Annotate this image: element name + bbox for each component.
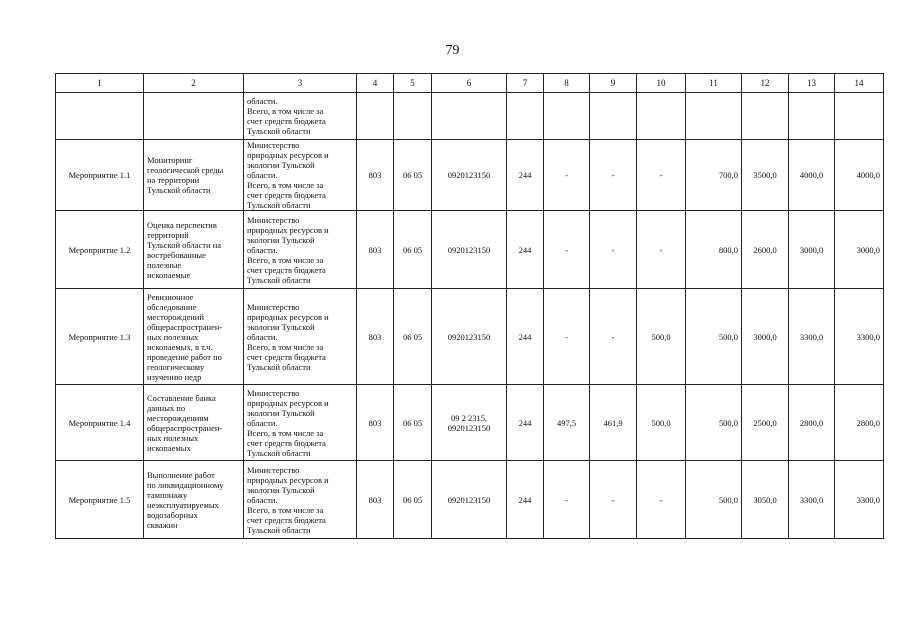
- description-line: тампонажу: [147, 489, 188, 500]
- grbs-cell: 803: [357, 289, 394, 385]
- description-line: ископаемых, в т.ч.: [147, 341, 213, 352]
- executor-line: экологии Тульской: [247, 484, 315, 495]
- value-cell-14: 3000,0: [835, 211, 884, 289]
- measure-cell: Мероприятие 1.4: [56, 385, 144, 461]
- executor-line: счет средств бюджета: [247, 190, 326, 200]
- csr-cell: 0920123150: [432, 289, 507, 385]
- column-header: 7: [507, 74, 544, 93]
- continuation-cell-13: [789, 93, 835, 140]
- continuation-cell-7: [507, 93, 544, 140]
- description-line: Оценка перспектив: [147, 219, 217, 230]
- column-header: 5: [394, 74, 432, 93]
- table-row: [56, 140, 884, 211]
- page-number: 79: [445, 43, 460, 58]
- value-cell-11: 500,0: [686, 385, 742, 461]
- description-line: Ревизионное: [147, 291, 194, 302]
- description-line: геологическому: [147, 361, 205, 372]
- executor-cell: [244, 461, 357, 539]
- continuation-cell-1: [56, 93, 144, 140]
- value-cell-13: 3300,0: [789, 289, 835, 385]
- executor-line: области.: [247, 170, 278, 180]
- rzpr-cell: 06 05: [394, 289, 432, 385]
- executor-line: счет средств бюджета: [247, 264, 326, 275]
- description-line: общераспространен-: [147, 321, 223, 332]
- column-header: 11: [686, 74, 742, 93]
- description-line: территорий: [147, 229, 189, 240]
- description-line: Выполнение работ: [147, 469, 215, 480]
- value-cell-9: -: [590, 211, 637, 289]
- description-line: общераспространен-: [147, 422, 223, 433]
- executor-line: экологии Тульской: [247, 321, 315, 332]
- description-cell: [144, 289, 244, 385]
- continuation-executor-cell: [244, 93, 357, 140]
- continuation-line: области.: [247, 96, 278, 106]
- continuation-cell-14: [835, 93, 884, 140]
- description-line: обследование: [147, 301, 197, 312]
- description-line: востребованные: [147, 249, 206, 260]
- description-line: полезные: [147, 259, 182, 270]
- executor-line: Тульской области: [247, 361, 311, 372]
- continuation-cell-4: [357, 93, 394, 140]
- executor-line: природных ресурсов и: [247, 150, 329, 160]
- column-header: 3: [244, 74, 357, 93]
- value-cell-14: 3300,0: [835, 289, 884, 385]
- csr-cell: 09 2 2315, 0920123150: [432, 385, 507, 461]
- executor-line: Тульской области: [247, 447, 311, 458]
- executor-cell: [244, 289, 357, 385]
- description-line: Тульской области на: [147, 239, 222, 250]
- executor-line: Тульской области: [247, 524, 311, 535]
- rzpr-cell: 06 05: [394, 211, 432, 289]
- description-line: ископаемых: [147, 442, 191, 453]
- executor-line: природных ресурсов и: [247, 474, 329, 485]
- value-cell-9: -: [590, 289, 637, 385]
- value-cell-14: 4000,0: [835, 140, 884, 211]
- executor-line: экологии Тульской: [247, 160, 315, 170]
- measure-cell: Мероприятие 1.5: [56, 461, 144, 539]
- description-cell: [144, 385, 244, 461]
- description-line: неэксплуатируемых: [147, 499, 219, 510]
- column-header: 2: [144, 74, 244, 93]
- column-header: 12: [742, 74, 789, 93]
- value-cell-10: -: [637, 140, 686, 211]
- description-line: проведение работ по: [147, 351, 222, 362]
- executor-line: Министерство: [247, 140, 300, 150]
- rzpr-cell: 06 05: [394, 461, 432, 539]
- executor-line: Министерство: [247, 464, 300, 475]
- value-cell-11: 500,0: [686, 289, 742, 385]
- column-header: 14: [835, 74, 884, 93]
- executor-cell: [244, 385, 357, 461]
- continuation-cell-2: [144, 93, 244, 140]
- value-cell-12: 3050,0: [742, 461, 789, 539]
- value-cell-12: 2500,0: [742, 385, 789, 461]
- value-cell-12: 3500,0: [742, 140, 789, 211]
- value-cell-11: 800,0: [686, 211, 742, 289]
- table-row: [56, 461, 884, 539]
- continuation-cell-10: [637, 93, 686, 140]
- continuation-row: [56, 93, 884, 140]
- continuation-cell-9: [590, 93, 637, 140]
- description-line: месторождений: [147, 311, 204, 322]
- executor-line: природных ресурсов и: [247, 224, 329, 235]
- vr-cell: 244: [507, 140, 544, 211]
- table-row: [56, 289, 884, 385]
- value-cell-8: 497,5: [544, 385, 590, 461]
- continuation-cell-8: [544, 93, 590, 140]
- continuation-line: Тульской области: [247, 126, 311, 136]
- grbs-cell: 803: [357, 461, 394, 539]
- value-cell-13: 2800,0: [789, 385, 835, 461]
- continuation-cell-6: [432, 93, 507, 140]
- header-row: [56, 74, 884, 93]
- executor-line: Всего, в том числе за: [247, 427, 324, 438]
- rzpr-cell: 06 05: [394, 385, 432, 461]
- description-line: ных полезных: [147, 331, 199, 342]
- value-cell-14: 2800,0: [835, 385, 884, 461]
- continuation-cell-5: [394, 93, 432, 140]
- description-line: геологической среды: [147, 165, 224, 175]
- value-cell-12: 2600,0: [742, 211, 789, 289]
- continuation-line: Всего, в том числе за: [247, 106, 324, 116]
- description-cell: [144, 461, 244, 539]
- description-cell: [144, 211, 244, 289]
- description-line: по ликвидационному: [147, 479, 224, 490]
- grbs-cell: 803: [357, 385, 394, 461]
- rzpr-cell: 06 05: [394, 140, 432, 211]
- executor-line: области.: [247, 417, 278, 428]
- value-cell-8: -: [544, 461, 590, 539]
- executor-line: Всего, в том числе за: [247, 341, 324, 352]
- executor-line: области.: [247, 244, 278, 255]
- executor-line: экологии Тульской: [247, 407, 315, 418]
- continuation-cell-11: [686, 93, 742, 140]
- executor-line: Всего, в том числе за: [247, 254, 324, 265]
- vr-cell: 244: [507, 461, 544, 539]
- measure-cell: Мероприятие 1.1: [56, 140, 144, 211]
- executor-line: Всего, в том числе за: [247, 180, 324, 190]
- executor-line: счет средств бюджета: [247, 514, 326, 525]
- description-line: водозаборных: [147, 509, 198, 520]
- description-line: Мониторинг: [147, 155, 193, 165]
- measure-cell: Мероприятие 1.3: [56, 289, 144, 385]
- description-line: скважин: [147, 519, 178, 530]
- value-cell-9: -: [590, 140, 637, 211]
- description-line: ных полезных: [147, 432, 199, 443]
- description-line: изучению недр: [147, 371, 202, 382]
- csr-cell: 0920123150: [432, 211, 507, 289]
- value-cell-11: 500,0: [686, 461, 742, 539]
- executor-line: природных ресурсов и: [247, 311, 329, 322]
- executor-cell: [244, 140, 357, 211]
- value-cell-8: -: [544, 289, 590, 385]
- executor-line: Министерство: [247, 387, 300, 398]
- executor-line: природных ресурсов и: [247, 397, 329, 408]
- continuation-cell-12: [742, 93, 789, 140]
- value-cell-9: -: [590, 461, 637, 539]
- executor-line: Тульской области: [247, 200, 311, 210]
- column-header: 6: [432, 74, 507, 93]
- value-cell-10: -: [637, 461, 686, 539]
- description-cell: [144, 140, 244, 211]
- value-cell-11: 700,0: [686, 140, 742, 211]
- description-line: на территории: [147, 175, 200, 185]
- description-line: Тульской области: [147, 185, 211, 195]
- description-line: данных по: [147, 402, 186, 413]
- value-cell-8: -: [544, 140, 590, 211]
- budget-table: [55, 73, 884, 539]
- description-line: Составление банка: [147, 392, 216, 403]
- executor-cell: [244, 211, 357, 289]
- grbs-cell: 803: [357, 211, 394, 289]
- column-header: 13: [789, 74, 835, 93]
- value-cell-14: 3300,0: [835, 461, 884, 539]
- value-cell-13: 3000,0: [789, 211, 835, 289]
- value-cell-13: 4000,0: [789, 140, 835, 211]
- description-line: ископаемые: [147, 269, 191, 280]
- value-cell-10: -: [637, 211, 686, 289]
- value-cell-8: -: [544, 211, 590, 289]
- executor-line: экологии Тульской: [247, 234, 315, 245]
- vr-cell: 244: [507, 211, 544, 289]
- executor-line: Тульской области: [247, 274, 311, 285]
- vr-cell: 244: [507, 289, 544, 385]
- continuation-line: счет средств бюджета: [247, 116, 326, 126]
- description-line: месторождениям: [147, 412, 209, 423]
- column-header: 8: [544, 74, 590, 93]
- executor-line: счет средств бюджета: [247, 437, 326, 448]
- executor-line: Министерство: [247, 301, 300, 312]
- executor-line: Всего, в том числе за: [247, 504, 324, 515]
- measure-cell: Мероприятие 1.2: [56, 211, 144, 289]
- executor-line: Министерство: [247, 214, 300, 225]
- table-row: [56, 385, 884, 461]
- column-header: 10: [637, 74, 686, 93]
- csr-cell: 0920123150: [432, 140, 507, 211]
- value-cell-10: 500,0: [637, 385, 686, 461]
- vr-cell: 244: [507, 385, 544, 461]
- value-cell-12: 3000,0: [742, 289, 789, 385]
- column-header: 1: [56, 74, 144, 93]
- value-cell-10: 500,0: [637, 289, 686, 385]
- grbs-cell: 803: [357, 140, 394, 211]
- value-cell-13: 3300,0: [789, 461, 835, 539]
- column-header: 9: [590, 74, 637, 93]
- executor-line: области.: [247, 494, 278, 505]
- table-row: [56, 211, 884, 289]
- column-header: 4: [357, 74, 394, 93]
- csr-cell: 0920123150: [432, 461, 507, 539]
- executor-line: области.: [247, 331, 278, 342]
- executor-line: счет средств бюджета: [247, 351, 326, 362]
- value-cell-9: 461,9: [590, 385, 637, 461]
